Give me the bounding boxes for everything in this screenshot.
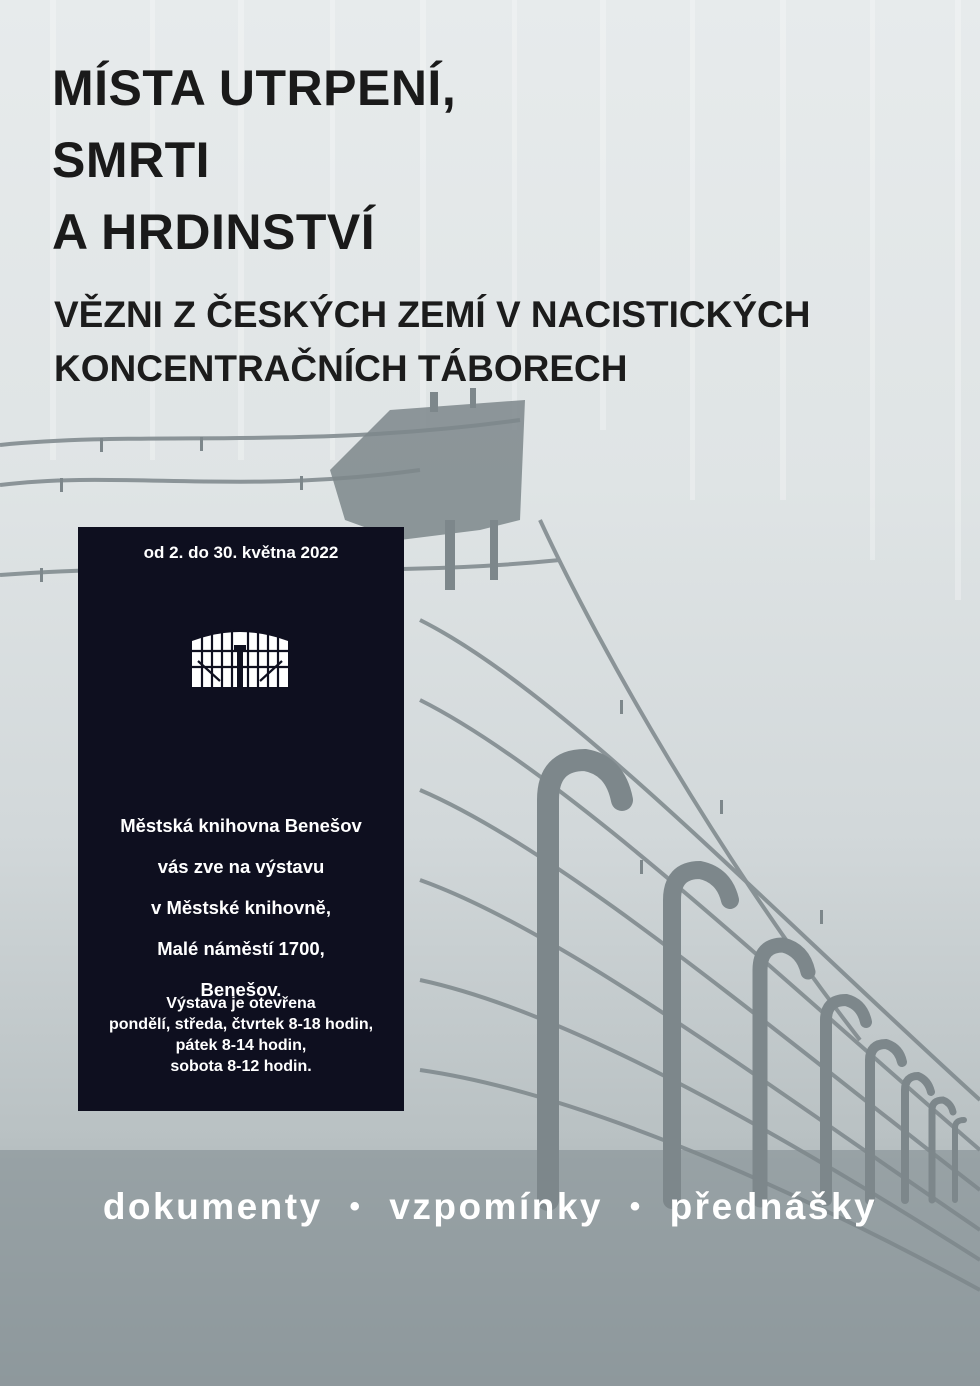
tagline-separator: •: [629, 1190, 643, 1223]
camp-gate-icon: [190, 621, 290, 689]
title-line-2: SMRTI: [52, 132, 211, 188]
tagline: [0, 1186, 980, 1228]
title-line-3: A HRDINSTVÍ: [52, 204, 376, 260]
tagline-item-memories: vzpomínky: [389, 1186, 603, 1227]
invitation-text: [78, 805, 404, 1010]
hours-line-3: pátek 8-14 hodin,: [175, 1037, 307, 1054]
hours-line-1: Výstava je otevřena: [166, 995, 316, 1012]
invite-line-1: Městská knihovna Benešov: [120, 815, 362, 836]
tagline-item-lectures: přednášky: [669, 1186, 878, 1227]
poster-subtitle: [54, 288, 811, 396]
invite-line-2: vás zve na výstavu: [157, 856, 325, 877]
hours-line-4: sobota 8-12 hodin.: [170, 1058, 312, 1075]
tagline-item-documents: dokumenty: [102, 1186, 323, 1227]
opening-hours: [78, 993, 404, 1077]
invite-line-3: v Městské knihovně,: [151, 897, 331, 918]
invite-line-4: Malé náměstí 1700,: [157, 938, 325, 959]
hours-line-2: pondělí, středa, čtvrtek 8-18 hodin,: [108, 1016, 374, 1033]
title-line-1: MÍSTA UTRPENÍ,: [52, 60, 457, 116]
invite-line-5: Benešov.: [200, 979, 282, 1000]
exhibition-dates: od 2. do 30. května 2022: [143, 543, 339, 562]
poster-title: [52, 52, 456, 268]
subtitle-line-1: VĚZNI Z ČESKÝCH ZEMÍ V NACISTICKÝCH: [54, 294, 811, 335]
subtitle-line-2: KONCENTRAČNÍCH TÁBORECH: [54, 348, 628, 389]
info-box: [78, 527, 404, 1111]
tagline-separator: •: [349, 1190, 363, 1223]
